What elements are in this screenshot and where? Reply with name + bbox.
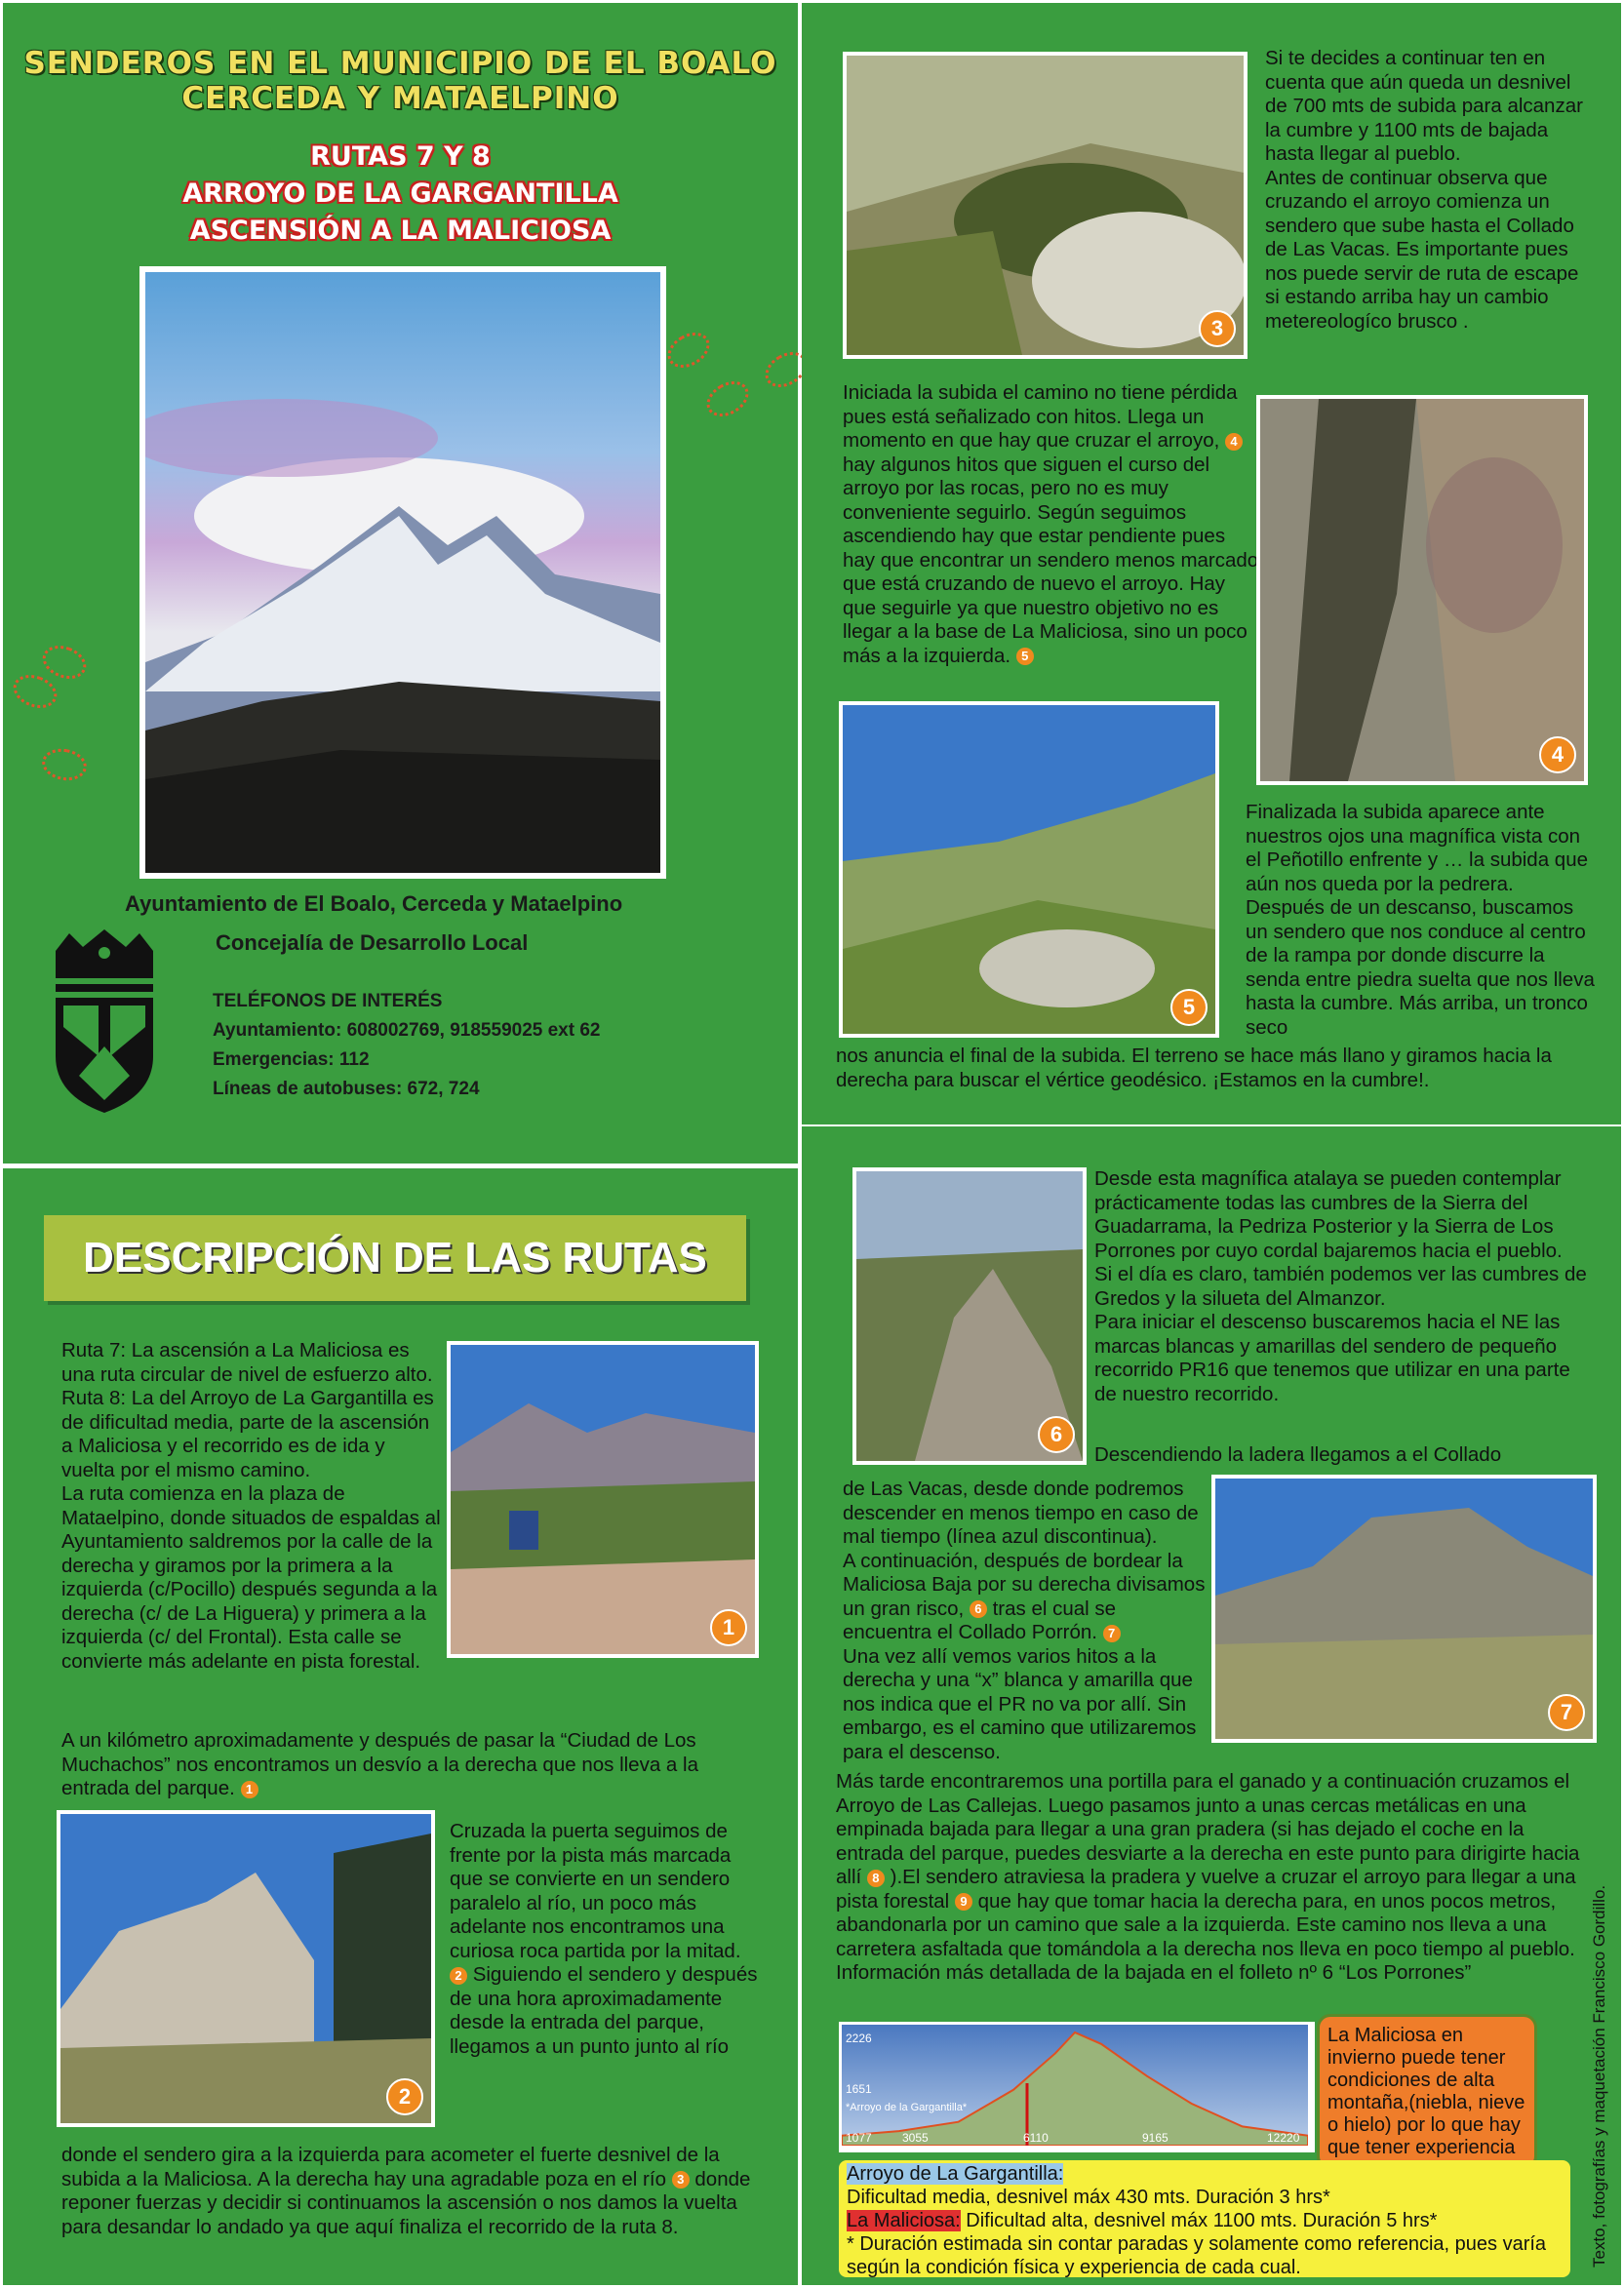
cover-mountain-photo xyxy=(139,266,666,879)
maliciosa-details: Dificultad alta, desnivel máx 1100 mts. Duración 5 hrs* xyxy=(966,2210,1438,2231)
elevation-chart xyxy=(839,2022,1315,2152)
description-p5: donde el sendero gira a la izquierda para acometer el fuerte desnivel de la subida a la Maliciosa. A la derecha hay una agradable poza en el río 3 donde reponer fuerzas y decidir si continuamos la ascensión o nos damos la vuelta para desandar lo andado ya que aquí finaliza el recorrido de la ruta 8. xyxy=(61,2144,751,2238)
telefono-emergencias: Emergencias: 112 xyxy=(213,1049,370,1070)
photo-number-7: 7 xyxy=(1548,1694,1585,1731)
gargantilla-marker-label: *Arroyo de la Gargantilla* xyxy=(846,2102,968,2113)
cover-panel xyxy=(3,3,798,1164)
routes-title-line3: ASCENSIÓN A LA MALICIOSA xyxy=(189,216,612,246)
routes-title-line2: ARROYO DE LA GARGANTILLA xyxy=(182,178,618,209)
descent-panel xyxy=(802,1126,1621,2285)
ascent-p4: Finalizada la subida aparece ante nuestros ojos una magnífica vista con el Peñotillo enfrente y … la subida que aún nos queda por la pedrera. Después de un descanso, buscamos un sendero que nos conduce al centro de la rampa por donde discurre la senda entre piedra suelta que nos lleva hasta la cumbre. Más arriba, un tronco seco xyxy=(1246,801,1595,1039)
cover-title-line1: SENDEROS EN EL MUNICIPIO DE EL BOALO xyxy=(23,46,777,81)
description-ruta7-8: Ruta 7: La ascensión a La Maliciosa es una ruta circular de nivel de esfuerzo alto. Ruta 8: La del Arroyo de La Gargantilla es de dificultad media, parte de la ascensión a Maliciosa y el recorrido es de ida y vuelta por el mismo camino. La ruta comienza en la plaza de Mataelpino, donde situados de espaldas al Ayuntamiento saldremos por la calle de la derecha y giramos por la primera a la izquierda (c/Pocillo) después segunda a la derecha (c/ de La Higuera) y primera a la izquierda (c/ del Frontal). Esta calle se convierte más adelante en pista forestal. xyxy=(61,1339,441,1673)
coat-of-arms-logo xyxy=(50,929,159,1115)
ascent-p1: Si te decides a continuar ten en cuenta que aún queda un desnivel de 700 mts de subida para alcanzar la cumbre y 1100 mts de bajada hasta llegar al pueblo. Antes de continuar observa que cruzando el arroyo comienza un sendero que sube hasta el Collado de Las Vacas. Es importante pues nos puede servir de ruta de escape si estando arriba hay un cambio metereologíco brusco . xyxy=(1265,47,1583,333)
ascent-p5: nos anuncia el final de la subida. El terreno se hace más llano y giramos hacia la derecha para buscar el vértice geodésico. ¡Estamos en la cumbre!. xyxy=(836,1045,1552,1091)
maliciosa-label: La Maliciosa: xyxy=(847,2210,961,2231)
route-summary-box xyxy=(839,2160,1570,2277)
photo-1-trailhead xyxy=(447,1341,759,1658)
cover-photo-art xyxy=(145,272,660,873)
telefono-autobuses: Líneas de autobuses: 672, 724 xyxy=(213,1079,480,1099)
photo-number-1: 1 xyxy=(710,1609,747,1646)
gargantilla-details: Dificultad media, desnivel máx 430 mts. Duración 3 hrs* xyxy=(847,2187,1330,2208)
y-label-2226: 2226 xyxy=(846,2032,872,2045)
photo-number-3: 3 xyxy=(1199,310,1236,347)
descent-p4a: Descendiendo la ladera llegamos a el Collado xyxy=(1094,1443,1502,1466)
descent-p1: Desde esta magnífica atalaya se pueden contemplar prácticamente todas las cumbres de la Sierra del Guadarrama, la Pedriza Posterior y la Sierra de Los Porrones por cuyo cordal bajaremos hacia el pueblo. Si el día es claro, también podemos ver las cumbres de Gredos y la silueta del Almanzor. Para iniciar el descenso buscaremos hacia el NE las marcas blancas y amarillas del sendero de pequeño recorrido PR16 que tenemos que utilizar en una parte de nuestro recorrido. xyxy=(1094,1167,1587,1405)
x-label-9165: 9165 xyxy=(1142,2131,1168,2145)
elevation-chart-svg xyxy=(842,2025,1308,2146)
routes-title-line1: RUTAS 7 Y 8 xyxy=(310,141,491,172)
photo-5-valley xyxy=(839,701,1219,1038)
duration-footnote: * Duración estimada sin contar paradas y solamente como referencia, pues varía según la condición física y experiencia de cada cual. xyxy=(847,2233,1547,2278)
x-label-3055: 3055 xyxy=(902,2131,929,2145)
credits-text: Texto, fotografías y maquetación Francisco Gordillo. xyxy=(1590,1884,1608,2268)
winter-warning-note: La Maliciosa en invierno puede tener condiciones de alta montaña,(niebla, nieve o hielo) por lo que hay que tener experiencia xyxy=(1317,2014,1537,2170)
photo-number-5: 5 xyxy=(1170,989,1208,1026)
photo-4-rocks xyxy=(1256,395,1588,785)
x-label-12220: 12220 xyxy=(1267,2131,1300,2145)
descent-p7: Más tarde encontraremos una portilla para el ganado y a continuación cruzamos el Arroyo de Las Callejas. Luego pasamos junto a unas cercas metálicas en una empinada bajada para llegar a una gran pradera (si has dejado el coche en la entrada del parque, puedes desviarte a la derecha en este punto para dirigirte hacia allí 8 ).El sendero atraviesa la pradera y vuelve a cruzar el arroyo para llegar a una pista forestal 9 que hay que tomar hacia la derecha para, en unos pocos metros, abandonarla por un camino que sale a la izquierda. Este camino nos lleva a una carretera asfaltada que tomándola a la derecha nos lleva en poco tiempo al pueblo. Información más detallada de la bajada en el folleto nº 6 “Los Porrones” xyxy=(836,1770,1580,1984)
y-label-1651: 1651 xyxy=(846,2082,872,2096)
photo-7-risco xyxy=(1211,1475,1597,1743)
photo-number-2: 2 xyxy=(386,2078,423,2115)
photo-6-ridge xyxy=(852,1167,1087,1465)
description-p2: A un kilómetro aproximadamente y después de pasar la “Ciudad de Los Muchachos” nos encontramos un desvío a la derecha que nos lleva a la entrada del parque. 1 xyxy=(61,1729,698,1799)
descent-p4b: de Las Vacas, desde donde podremos descender en menos tiempo en caso de mal tiempo (línea azul discontinua). A continuación, después de bordear la Maliciosa Baja por su derecha divisamos un gran risco, 6 tras el cual se encuentra el Collado Porrón. 7 Una vez allí vemos varios hitos a la derecha y una “x” blanca y amarilla que nos indica que el PR no va por allí. Sin embargo, es el camino que utilizaremos para el descenso. xyxy=(843,1478,1206,1763)
ascent-panel xyxy=(802,3,1621,1124)
y-label-1077: 1077 xyxy=(846,2131,872,2145)
ayuntamiento-name: Ayuntamiento de El Boalo, Cerceda y Mataelpino xyxy=(125,891,623,916)
photo-number-6: 6 xyxy=(1038,1416,1075,1453)
telefono-ayuntamiento: Ayuntamiento: 608002769, 918559025 ext 62 xyxy=(213,1020,601,1041)
gargantilla-label: Arroyo de La Gargantilla: xyxy=(847,2163,1064,2185)
concejalia-name: Concejalía de Desarrollo Local xyxy=(216,930,529,955)
description-p3: Cruzada la puerta seguimos de frente por la pista más marcada que se convierte en un sendero paralelo al río, un poco más adelante nos encontramos una curiosa roca partida por la mitad. 2 Siguiendo el sendero y después de una hora aproximadamente desde la entrada del parque, llegamos a un punto junto al río xyxy=(450,1820,758,2058)
telefonos-title: TELÉFONOS DE INTERÉS xyxy=(213,991,443,1011)
description-header: DESCRIPCIÓN DE LAS RUTAS xyxy=(44,1215,746,1301)
ascent-p3: Iniciada la subida el camino no tiene pérdida pues está señalizado con hitos. Llega un momento en que hay que cruzar el arroyo, 4 hay algunos hitos que siguen el curso del arroyo por las rocas, pero no es muy conveniente seguirlo. Según seguimos ascendiendo hay que estar pendiente pues hay que encontrar un sendero menos marcado que está cruzando de nuevo el arroyo. Hay que seguirle ya que nuestro objetivo no es llegar a la base de La Maliciosa, sino un poco más a la izquierda. 5 xyxy=(843,381,1259,667)
x-label-6110: 6110 xyxy=(1023,2131,1049,2145)
photo-2-split-rock xyxy=(57,1810,435,2127)
description-panel xyxy=(3,1168,798,2285)
photo-number-4: 4 xyxy=(1539,736,1576,773)
photo-3-stream xyxy=(843,52,1248,359)
cover-title-line2: CERCEDA Y MATAELPINO xyxy=(181,81,619,116)
